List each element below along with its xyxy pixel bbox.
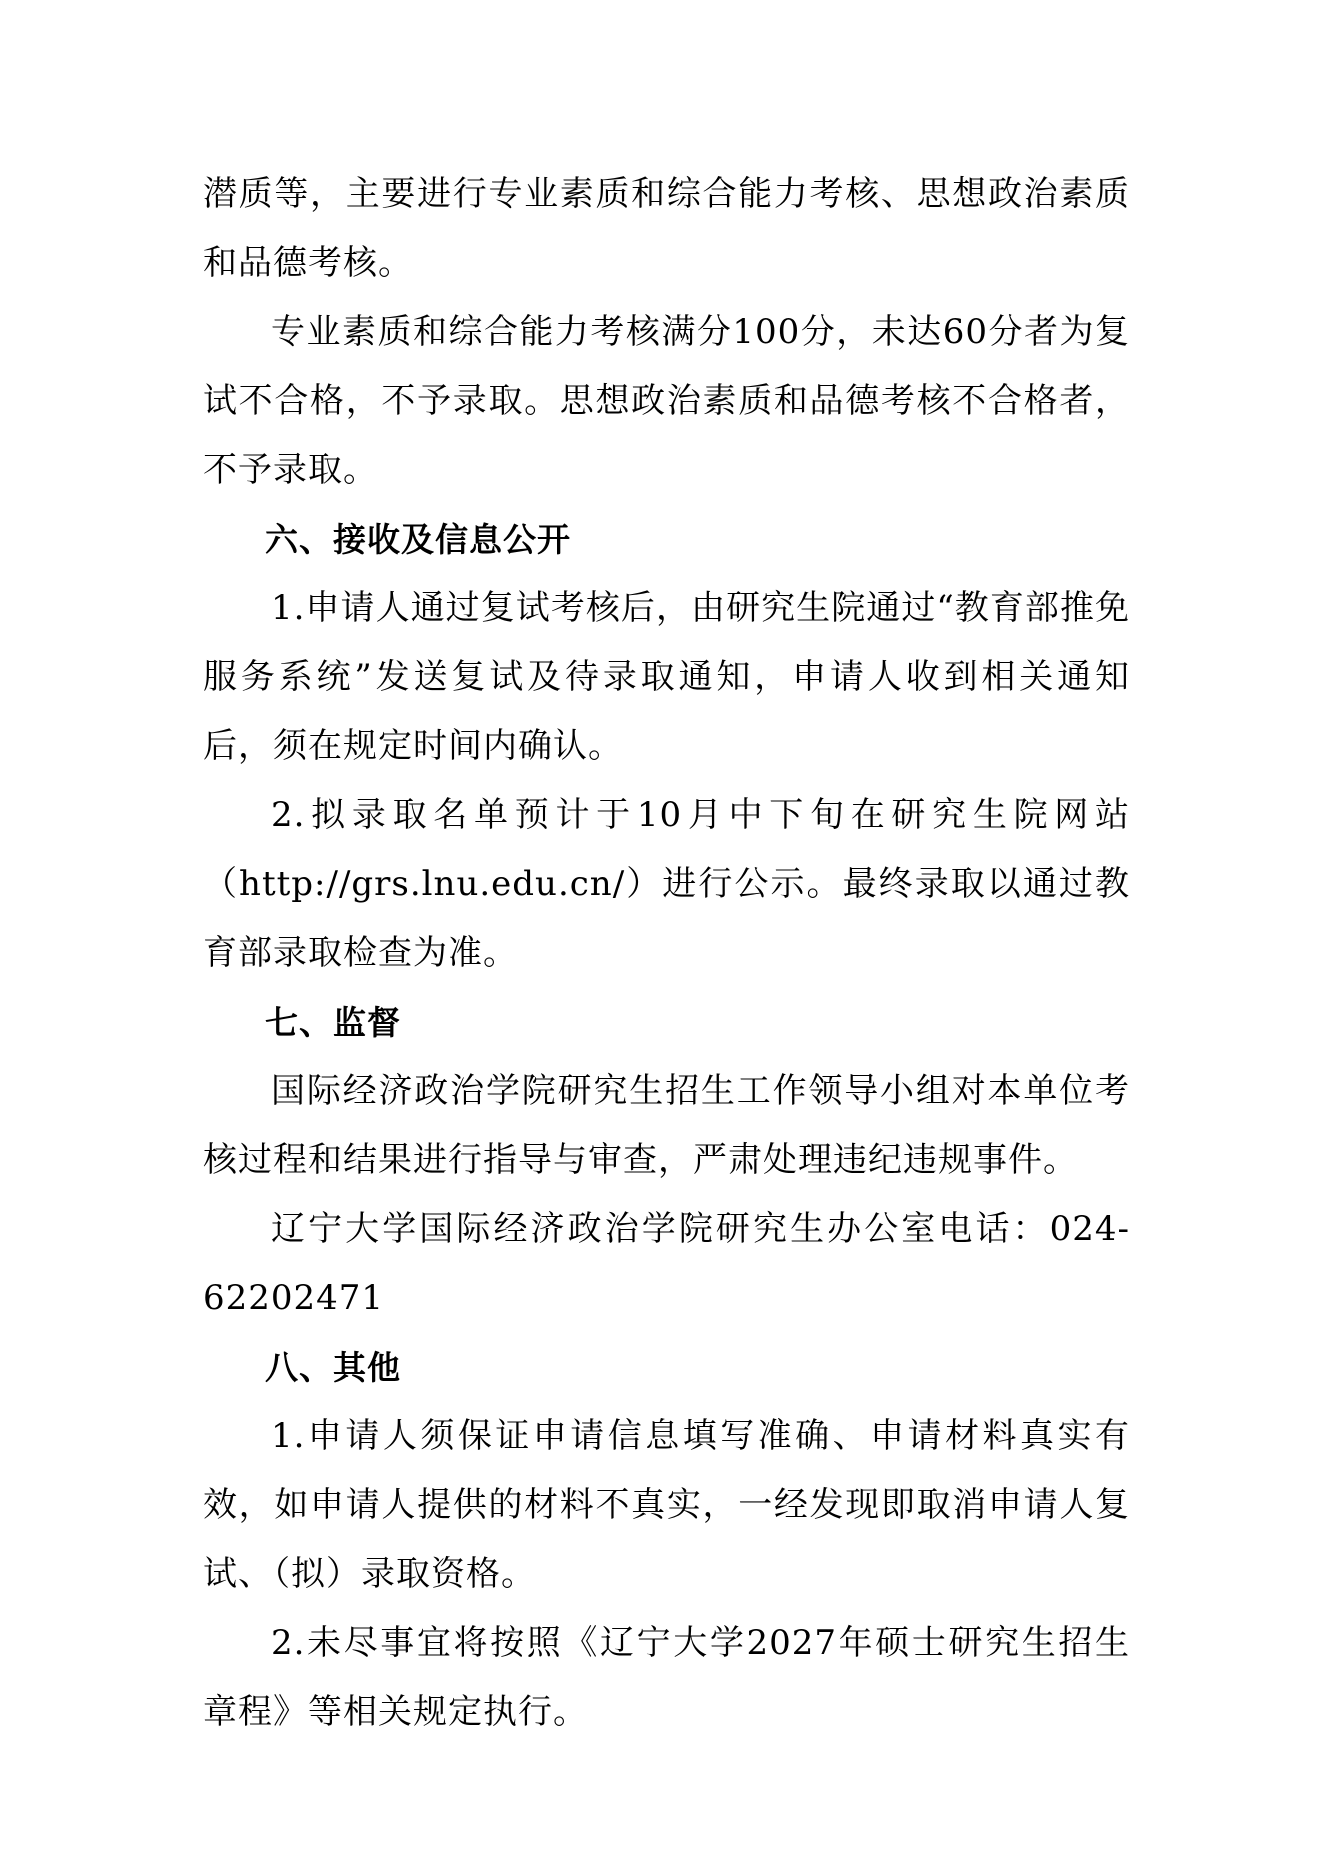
paragraph-publicity: 2.拟录取名单预计于10月中下旬在研究生院网站（http://grs.lnu.edu.cn/）进行公示。最终录取以通过教育部录取检查为准。 — [203, 795, 1130, 973]
paragraph-scoring-rules: 专业素质和综合能力考核满分100分，未达60分者为复试不合格，不予录取。思想政治素质和品德考核不合格者，不予录取。 — [203, 312, 1130, 490]
section-heading-other: 八、其他 — [265, 1348, 401, 1387]
paragraph-admission-notice: 1.申请人通过复试考核后，由研究生院通过“教育部推免服务系统”发送复试及待录取通知，申请人收到相关通知后，须在规定时间内确认。 — [203, 588, 1130, 766]
section-heading-admission: 六、接收及信息公开 — [265, 520, 571, 559]
section-heading-supervision: 七、监督 — [265, 1003, 401, 1042]
paragraph-supervision: 国际经济政治学院研究生招生工作领导小组对本单位考核过程和结果进行指导与审查，严肃处理违纪违规事件。 — [203, 1071, 1130, 1180]
document-body — [203, 160, 1130, 1747]
paragraph-authenticity: 1.申请人须保证申请信息填写准确、申请材料真实有效，如申请人提供的材料不真实，一经发现即取消申请人复试、（拟）录取资格。 — [203, 1416, 1130, 1594]
paragraph-contact-phone: 辽宁大学国际经济政治学院研究生办公室电话：024-62202471 — [203, 1209, 1130, 1318]
paragraph-regulations: 2.未尽事宜将按照《辽宁大学2027年硕士研究生招生章程》等相关规定执行。 — [203, 1623, 1130, 1732]
paragraph-assessment-content: 潜质等，主要进行专业素质和综合能力考核、思想政治素质和品德考核。 — [203, 174, 1130, 283]
